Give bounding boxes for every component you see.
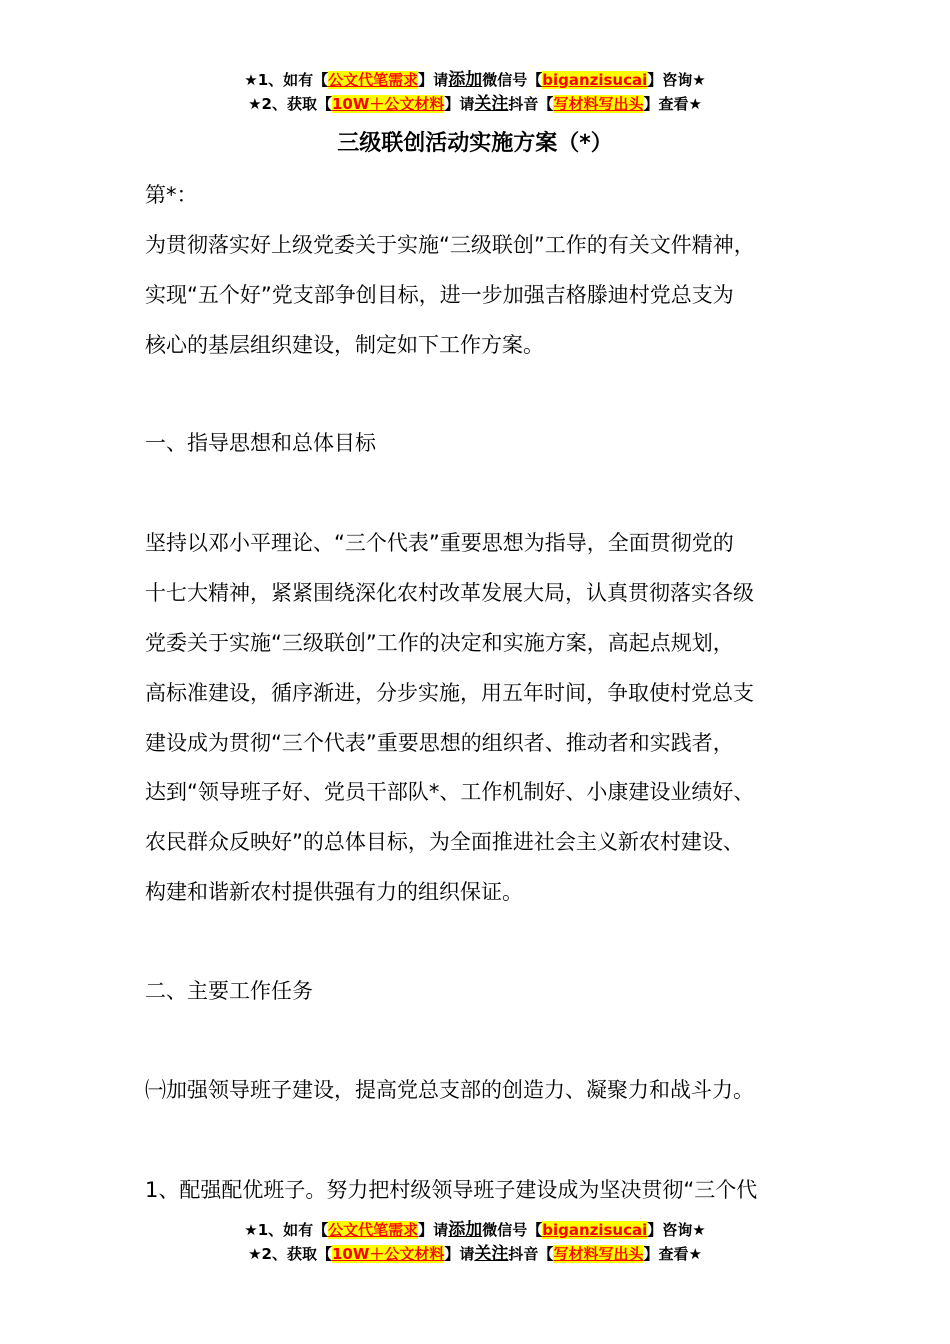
paragraph-line: 核心的基层组织建设，制定如下工作方案。 <box>145 333 544 357</box>
promo-line-1 <box>0 1218 950 1242</box>
section-heading: 二、主要工作任务 <box>145 979 313 1003</box>
promo-douyin-id: 写材料写出头 <box>553 1245 644 1263</box>
paragraph-line: 构建和谐新农村提供强有力的组织保证。 <box>145 880 523 904</box>
promo-text: ★1、如有【 <box>244 71 329 89</box>
promo-text: 】咨询★ <box>647 71 706 89</box>
salutation: 第*： <box>145 183 198 207</box>
promo-text: 】请 <box>418 1221 449 1239</box>
promo-wechat-id: biganzisucai <box>542 71 648 89</box>
promo-wechat-id: biganzisucai <box>542 1221 648 1239</box>
promo-text: 抖音【 <box>508 95 554 113</box>
promo-line-1 <box>0 68 950 92</box>
paragraph-line: 高标准建设，循序渐进，分步实施，用五年时间，争取使村党总支 <box>145 681 754 705</box>
promo-text: ★2、获取【 <box>248 1245 332 1263</box>
promo-text: 抖音【 <box>508 1245 554 1263</box>
paragraph-line: 实现“五个好”党支部争创目标，进一步加强吉格滕迪村党总支为 <box>145 283 734 307</box>
promo-text: 】查看★ <box>643 1245 702 1263</box>
document-title: 三级联创活动实施方案（*） <box>337 131 613 156</box>
paragraph-line: 坚持以邓小平理论、“三个代表”重要思想为指导，全面贯彻党的 <box>145 531 734 555</box>
promo-text: ★2、获取【 <box>248 95 332 113</box>
promo-emphasis: 关注 <box>474 94 509 114</box>
paragraph-line: 为贯彻落实好上级党委关于实施“三级联创”工作的有关文件精神， <box>145 233 755 257</box>
paragraph-line: 1、配强配优班子。努力把村级领导班子建设成为坚决贯彻“三个代 <box>145 1178 758 1202</box>
promo-emphasis: 添加 <box>448 70 483 90</box>
paragraph-line: 建设成为贯彻“三个代表”重要思想的组织者、推动者和实践者， <box>145 731 734 755</box>
promo-banner-top <box>0 68 950 116</box>
promo-text: 微信号【 <box>482 71 543 89</box>
subsection-heading: ㈠加强领导班子建设，提高党总支部的创造力、凝聚力和战斗力。 <box>145 1078 754 1102</box>
promo-highlight: 10W＋公文材料 <box>331 1245 445 1263</box>
promo-highlight: 公文代笔需求 <box>328 1221 419 1239</box>
promo-emphasis: 关注 <box>474 1244 509 1264</box>
promo-text: 】请 <box>444 1245 475 1263</box>
paragraph-line: 十七大精神，紧紧围绕深化农村改革发展大局，认真贯彻落实各级 <box>145 581 754 605</box>
promo-highlight: 公文代笔需求 <box>328 71 419 89</box>
section-heading: 一、指导思想和总体目标 <box>145 431 376 455</box>
promo-line-2 <box>0 92 950 116</box>
paragraph-line: 农民群众反映好”的总体目标，为全面推进社会主义新农村建设、 <box>145 830 744 854</box>
promo-text: 】请 <box>444 95 475 113</box>
promo-highlight: 10W＋公文材料 <box>331 95 445 113</box>
paragraph-line: 党委关于实施“三级联创”工作的决定和实施方案，高起点规划， <box>145 631 734 655</box>
promo-banner-bottom <box>0 1218 950 1266</box>
paragraph-line: 达到“领导班子好、党员干部队*、工作机制好、小康建设业绩好、 <box>145 780 755 804</box>
promo-text: 微信号【 <box>482 1221 543 1239</box>
promo-douyin-id: 写材料写出头 <box>553 95 644 113</box>
promo-text: 】请 <box>418 71 449 89</box>
promo-line-2 <box>0 1242 950 1266</box>
promo-emphasis: 添加 <box>448 1220 483 1240</box>
promo-text: ★1、如有【 <box>244 1221 329 1239</box>
promo-text: 】查看★ <box>643 95 702 113</box>
promo-text: 】咨询★ <box>647 1221 706 1239</box>
